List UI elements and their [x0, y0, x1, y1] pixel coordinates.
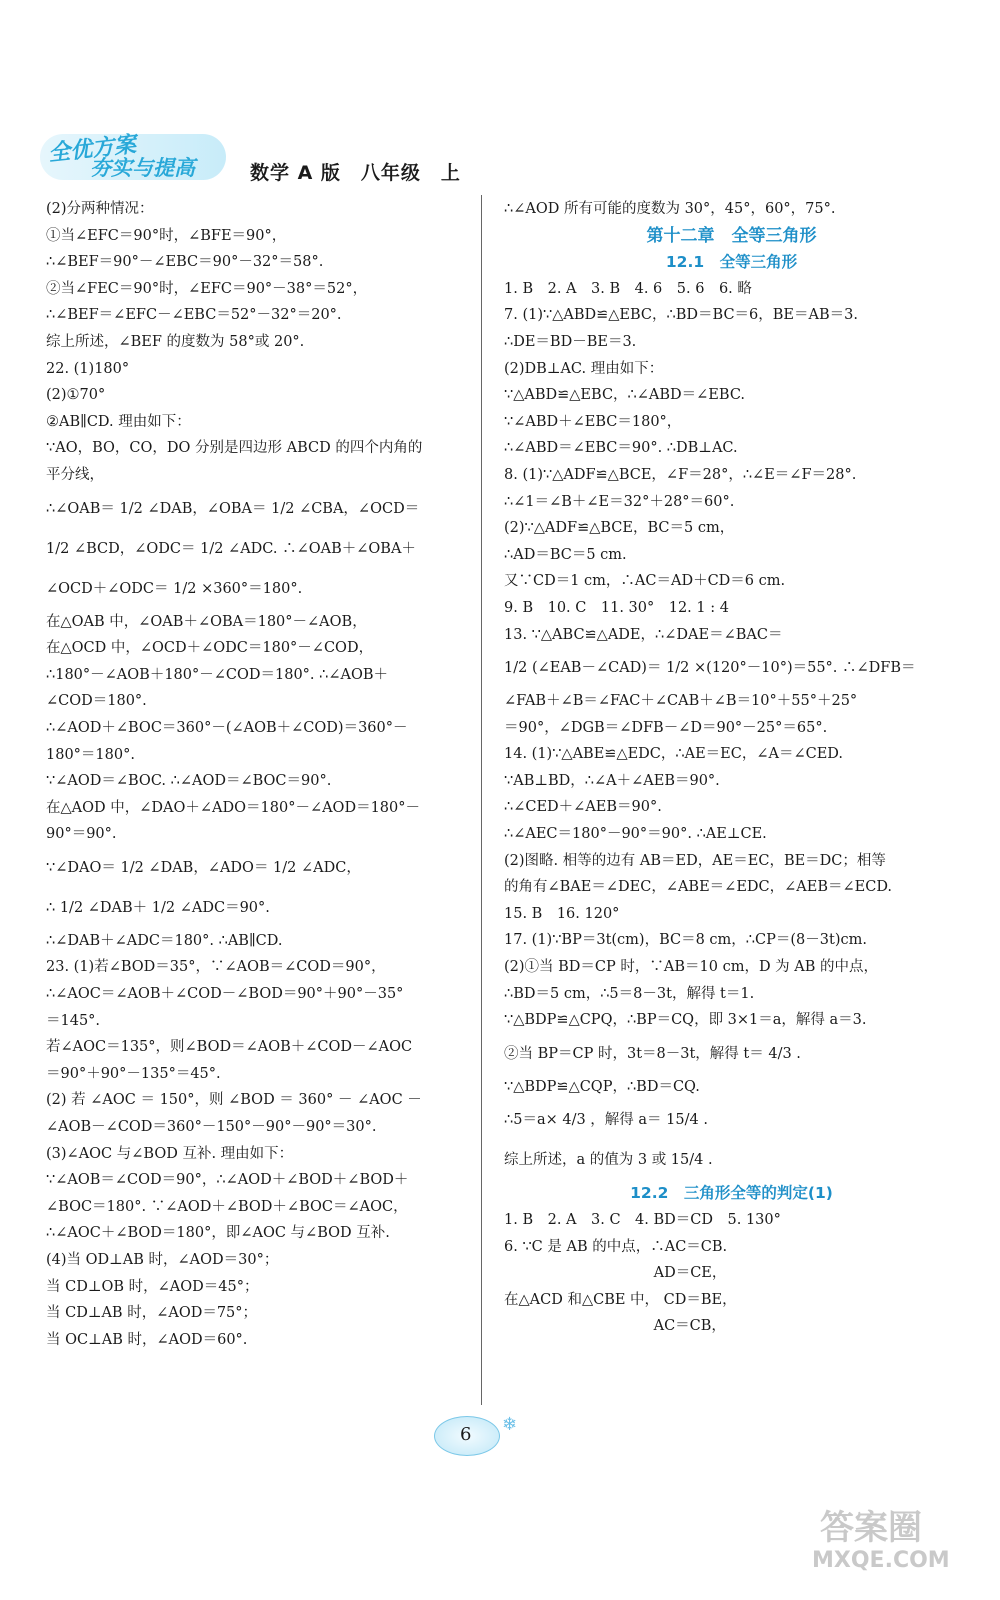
- text-line: 180°＝180°.: [46, 746, 135, 763]
- text-line: 14. (1)∵△ABE≌△EDC，∴AE＝EC，∠A＝∠CED.: [504, 746, 844, 763]
- text-line: 当 OC⊥AB 时，∠AOD＝60°.: [46, 1331, 248, 1348]
- watermark-url: MXQE.COM: [812, 1548, 950, 1573]
- text-line: AC＝CB，: [504, 1318, 726, 1335]
- text-line: (4)当 OD⊥AB 时，∠AOD＝30°；: [46, 1252, 279, 1268]
- text-line: ①当∠EFC＝90°时，∠BFE＝90°，: [46, 227, 287, 244]
- text-line: ∵△BDP≌△CPQ，∴BP＝CQ，即 3×1＝a，解得 a＝3.: [504, 1012, 867, 1029]
- page-header: [40, 128, 960, 188]
- text-line: (2)图略. 相等的边有 AB＝ED，AE＝EC，BE＝DC；相等: [504, 852, 886, 869]
- text-line: ∠AOB－∠COD＝360°－150°－90°－90°＝30°.: [46, 1119, 377, 1136]
- text-line: ②当∠FEC＝90°时，∠EFC＝90°－38°＝52°，: [46, 280, 368, 297]
- page-number: 6: [460, 1424, 472, 1445]
- section-heading: 12.1 全等三角形: [665, 253, 798, 272]
- text-line: ∴∠AEC＝180°－90°＝90°. ∴AE⊥CE.: [504, 826, 767, 843]
- column-divider: [481, 195, 482, 1405]
- text-line: 7. (1)∵△ABD≌△EBC，∴BD＝BC＝6，BE＝AB＝3.: [504, 307, 858, 324]
- text-line: ∴∠AOC＝∠AOB＋∠COD－∠BOD＝90°＋90°－35°: [46, 986, 404, 1003]
- text-line: 17. (1)∵BP＝3t(cm)，BC＝8 cm，∴CP＝(8－3t)cm.: [504, 932, 867, 949]
- text-line: ∴ 1/2 ∠DAB＋ 1/2 ∠ADC＝90°.: [46, 899, 270, 916]
- text-line: ∠OCD＋∠ODC＝ 1/2 ×360°＝180°.: [46, 580, 303, 597]
- text-line: 1/2 (∠EAB－∠CAD)＝ 1/2 ×(120°－10°)＝55°. ∴∠DFB＝: [504, 660, 916, 677]
- text-line: 1. B 2. A 3. B 4. 6 5. 6 6. 略: [504, 280, 752, 297]
- text-line: AD＝CE，: [504, 1265, 727, 1282]
- text-line: ∴DE＝BD－BE＝3.: [504, 333, 637, 350]
- text-line: ∴∠AOD＋∠BOC＝360°－(∠AOB＋∠COD)＝360°－: [46, 719, 408, 736]
- text-line: 90°＝90°.: [46, 826, 117, 843]
- text-line: (2)DB⊥AC. 理由如下：: [504, 360, 664, 377]
- text-line: ∵AB⊥BD，∴∠A＋∠AEB＝90°.: [504, 772, 720, 789]
- logo-line1: 全优方案: [47, 132, 138, 167]
- text-line: 15. B 16. 120°: [504, 905, 620, 922]
- text-line: ∵∠ABD＋∠EBC＝180°，: [504, 413, 682, 430]
- text-line: (2)①70°: [46, 387, 106, 404]
- text-line: ∵△ABD≌△EBC，∴∠ABD＝∠EBC.: [504, 387, 746, 404]
- text-line: 在△OCD 中，∠OCD＋∠ODC＝180°－∠COD，: [46, 640, 374, 657]
- text-line: 1/2 ∠BCD，∠ODC＝ 1/2 ∠ADC. ∴∠OAB＋∠OBA＋: [46, 540, 416, 557]
- page-number-badge: [430, 1412, 530, 1456]
- text-line: 8. (1)∵△ADF≌△BCE，∠F＝28°，∴∠E＝∠F＝28°.: [504, 466, 857, 483]
- text-line: (2)∵△ADF≌△BCE，BC＝5 cm，: [504, 520, 735, 537]
- text-line: ∵∠DAO＝ 1/2 ∠DAB，∠ADO＝ 1/2 ∠ADC，: [46, 859, 361, 876]
- text-line: ∠FAB＋∠B＝∠FAC＋∠CAB＋∠B＝10°＋55°＋25°: [504, 693, 858, 710]
- text-line: ∴BD＝5 cm，∴5＝8－3t，解得 t＝1.: [504, 985, 755, 1002]
- text-line: ∠COD＝180°.: [46, 693, 147, 710]
- text-line: ∴∠AOD 所有可能的度数为 30°，45°，60°，75°.: [504, 201, 836, 217]
- text-line: ∵△BDP≌△CQP，∴BD＝CQ.: [504, 1078, 700, 1095]
- text-line: ∵∠AOD＝∠BOC. ∴∠AOD＝∠BOC＝90°.: [46, 773, 332, 790]
- text-line: ∴∠BEF＝90°－∠EBC＝90°－32°＝58°.: [46, 254, 324, 271]
- book-title: 数学 A 版 八年级 上: [250, 162, 461, 184]
- text-line: 当 CD⊥OB 时，∠AOD＝45°；: [46, 1278, 259, 1295]
- text-line: 综上所述，a 的值为 3 或 15/4 .: [504, 1152, 713, 1169]
- text-line: 在△ACD 和△CBE 中， CD＝BE，: [504, 1291, 737, 1308]
- text-line: ＝145°.: [46, 1012, 101, 1029]
- text-line: 13. ∵△ABC≌△ADE，∴∠DAE＝∠BAC＝: [504, 626, 783, 643]
- text-line: (2)分两种情况：: [46, 201, 154, 217]
- snowflake-icon: ❄: [502, 1414, 518, 1435]
- text-line: 平分线，: [46, 466, 104, 483]
- logo-line2: 夯实与提高: [90, 156, 195, 180]
- text-line: ∵∠AOB＝∠COD＝90°，∴∠AOD＋∠BOD＋∠BOD＋: [46, 1172, 409, 1189]
- text-line: 6. ∵C 是 AB 的中点，∴AC＝CB.: [504, 1238, 728, 1255]
- text-line: 23. (1)若∠BOD＝35°，∵∠AOB＝∠COD＝90°，: [46, 959, 386, 976]
- section-heading: 12.2 三角形全等的判定(1): [630, 1184, 833, 1203]
- text-line: 在△AOD 中，∠DAO＋∠ADO＝180°－∠AOD＝180°－: [46, 799, 420, 816]
- text-line: (3)∠AOC 与∠BOD 互补. 理由如下：: [46, 1145, 294, 1162]
- text-line: ∴∠DAB＋∠ADC＝180°. ∴AB∥CD.: [46, 932, 283, 949]
- text-line: ∵AO，BO，CO，DO 分别是四边形 ABCD 的四个内角的: [46, 440, 423, 457]
- text-line: ②AB∥CD. 理由如下：: [46, 413, 191, 430]
- section-heading: 第十二章 全等三角形: [646, 225, 817, 246]
- text-line: ∴∠ABD＝∠EBC＝90°. ∴DB⊥AC.: [504, 440, 738, 457]
- series-logo: [40, 128, 228, 184]
- text-line: ∴∠CED＋∠AEB＝90°.: [504, 799, 662, 816]
- right-column: [504, 196, 959, 1340]
- text-line: 又∵CD＝1 cm，∴AC＝AD＋CD＝6 cm.: [504, 573, 786, 590]
- text-line: 9. B 10. C 11. 30° 12. 1 : 4: [504, 599, 729, 616]
- text-line: ∴∠1＝∠B＋∠E＝32°＋28°＝60°.: [504, 493, 735, 510]
- text-line: 当 CD⊥AB 时，∠AOD＝75°；: [46, 1305, 258, 1322]
- text-line: 综上所述，∠BEF 的度数为 58°或 20°.: [46, 333, 305, 350]
- text-line: ∴180°－∠AOB＋180°－∠COD＝180°. ∴∠AOB＋: [46, 666, 389, 683]
- text-line: 22. (1)180°: [46, 360, 130, 377]
- text-line: 的角有∠BAE＝∠DEC，∠ABE＝∠EDC，∠AEB＝∠ECD.: [504, 879, 893, 896]
- text-line: 若∠AOC＝135°，则∠BOD＝∠AOB＋∠COD－∠AOC: [46, 1039, 413, 1056]
- text-line: 1. B 2. A 3. C 4. BD＝CD 5. 130°: [504, 1212, 781, 1228]
- text-line: ∴∠OAB＝ 1/2 ∠DAB，∠OBA＝ 1/2 ∠CBA，∠OCD＝: [46, 500, 420, 517]
- text-line: ＝90°＋90°－135°＝45°.: [46, 1065, 221, 1082]
- text-line: ∴AD＝BC＝5 cm.: [504, 546, 627, 563]
- text-line: ∴∠BEF＝∠EFC－∠EBC＝52°－32°＝20°.: [46, 307, 342, 324]
- text-line: 在△OAB 中，∠OAB＋∠OBA＝180°－∠AOB，: [46, 613, 367, 630]
- text-line: ②当 BP＝CP 时，3t＝8－3t，解得 t＝ 4/3 .: [504, 1045, 801, 1062]
- text-line: ∴∠AOC＋∠BOD＝180°，即∠AOC 与∠BOD 互补.: [46, 1225, 390, 1242]
- watermark-logo: 答案圈: [820, 1508, 922, 1548]
- left-column: [46, 196, 460, 1353]
- text-line: (2)①当 BD＝CP 时，∵AB＝10 cm，D 为 AB 的中点，: [504, 959, 879, 976]
- text-line: ∠BOC＝180°. ∵∠AOD＋∠BOD＋∠BOC＝∠AOC，: [46, 1198, 408, 1215]
- text-line: (2) 若 ∠AOC ＝ 150°，则 ∠BOD ＝ 360° － ∠AOC －: [46, 1092, 422, 1109]
- text-line: ∴5＝a× 4/3 ，解得 a＝ 15/4 .: [504, 1112, 708, 1129]
- text-line: ＝90°，∠DGB＝∠DFB－∠D＝90°－25°＝65°.: [504, 719, 828, 736]
